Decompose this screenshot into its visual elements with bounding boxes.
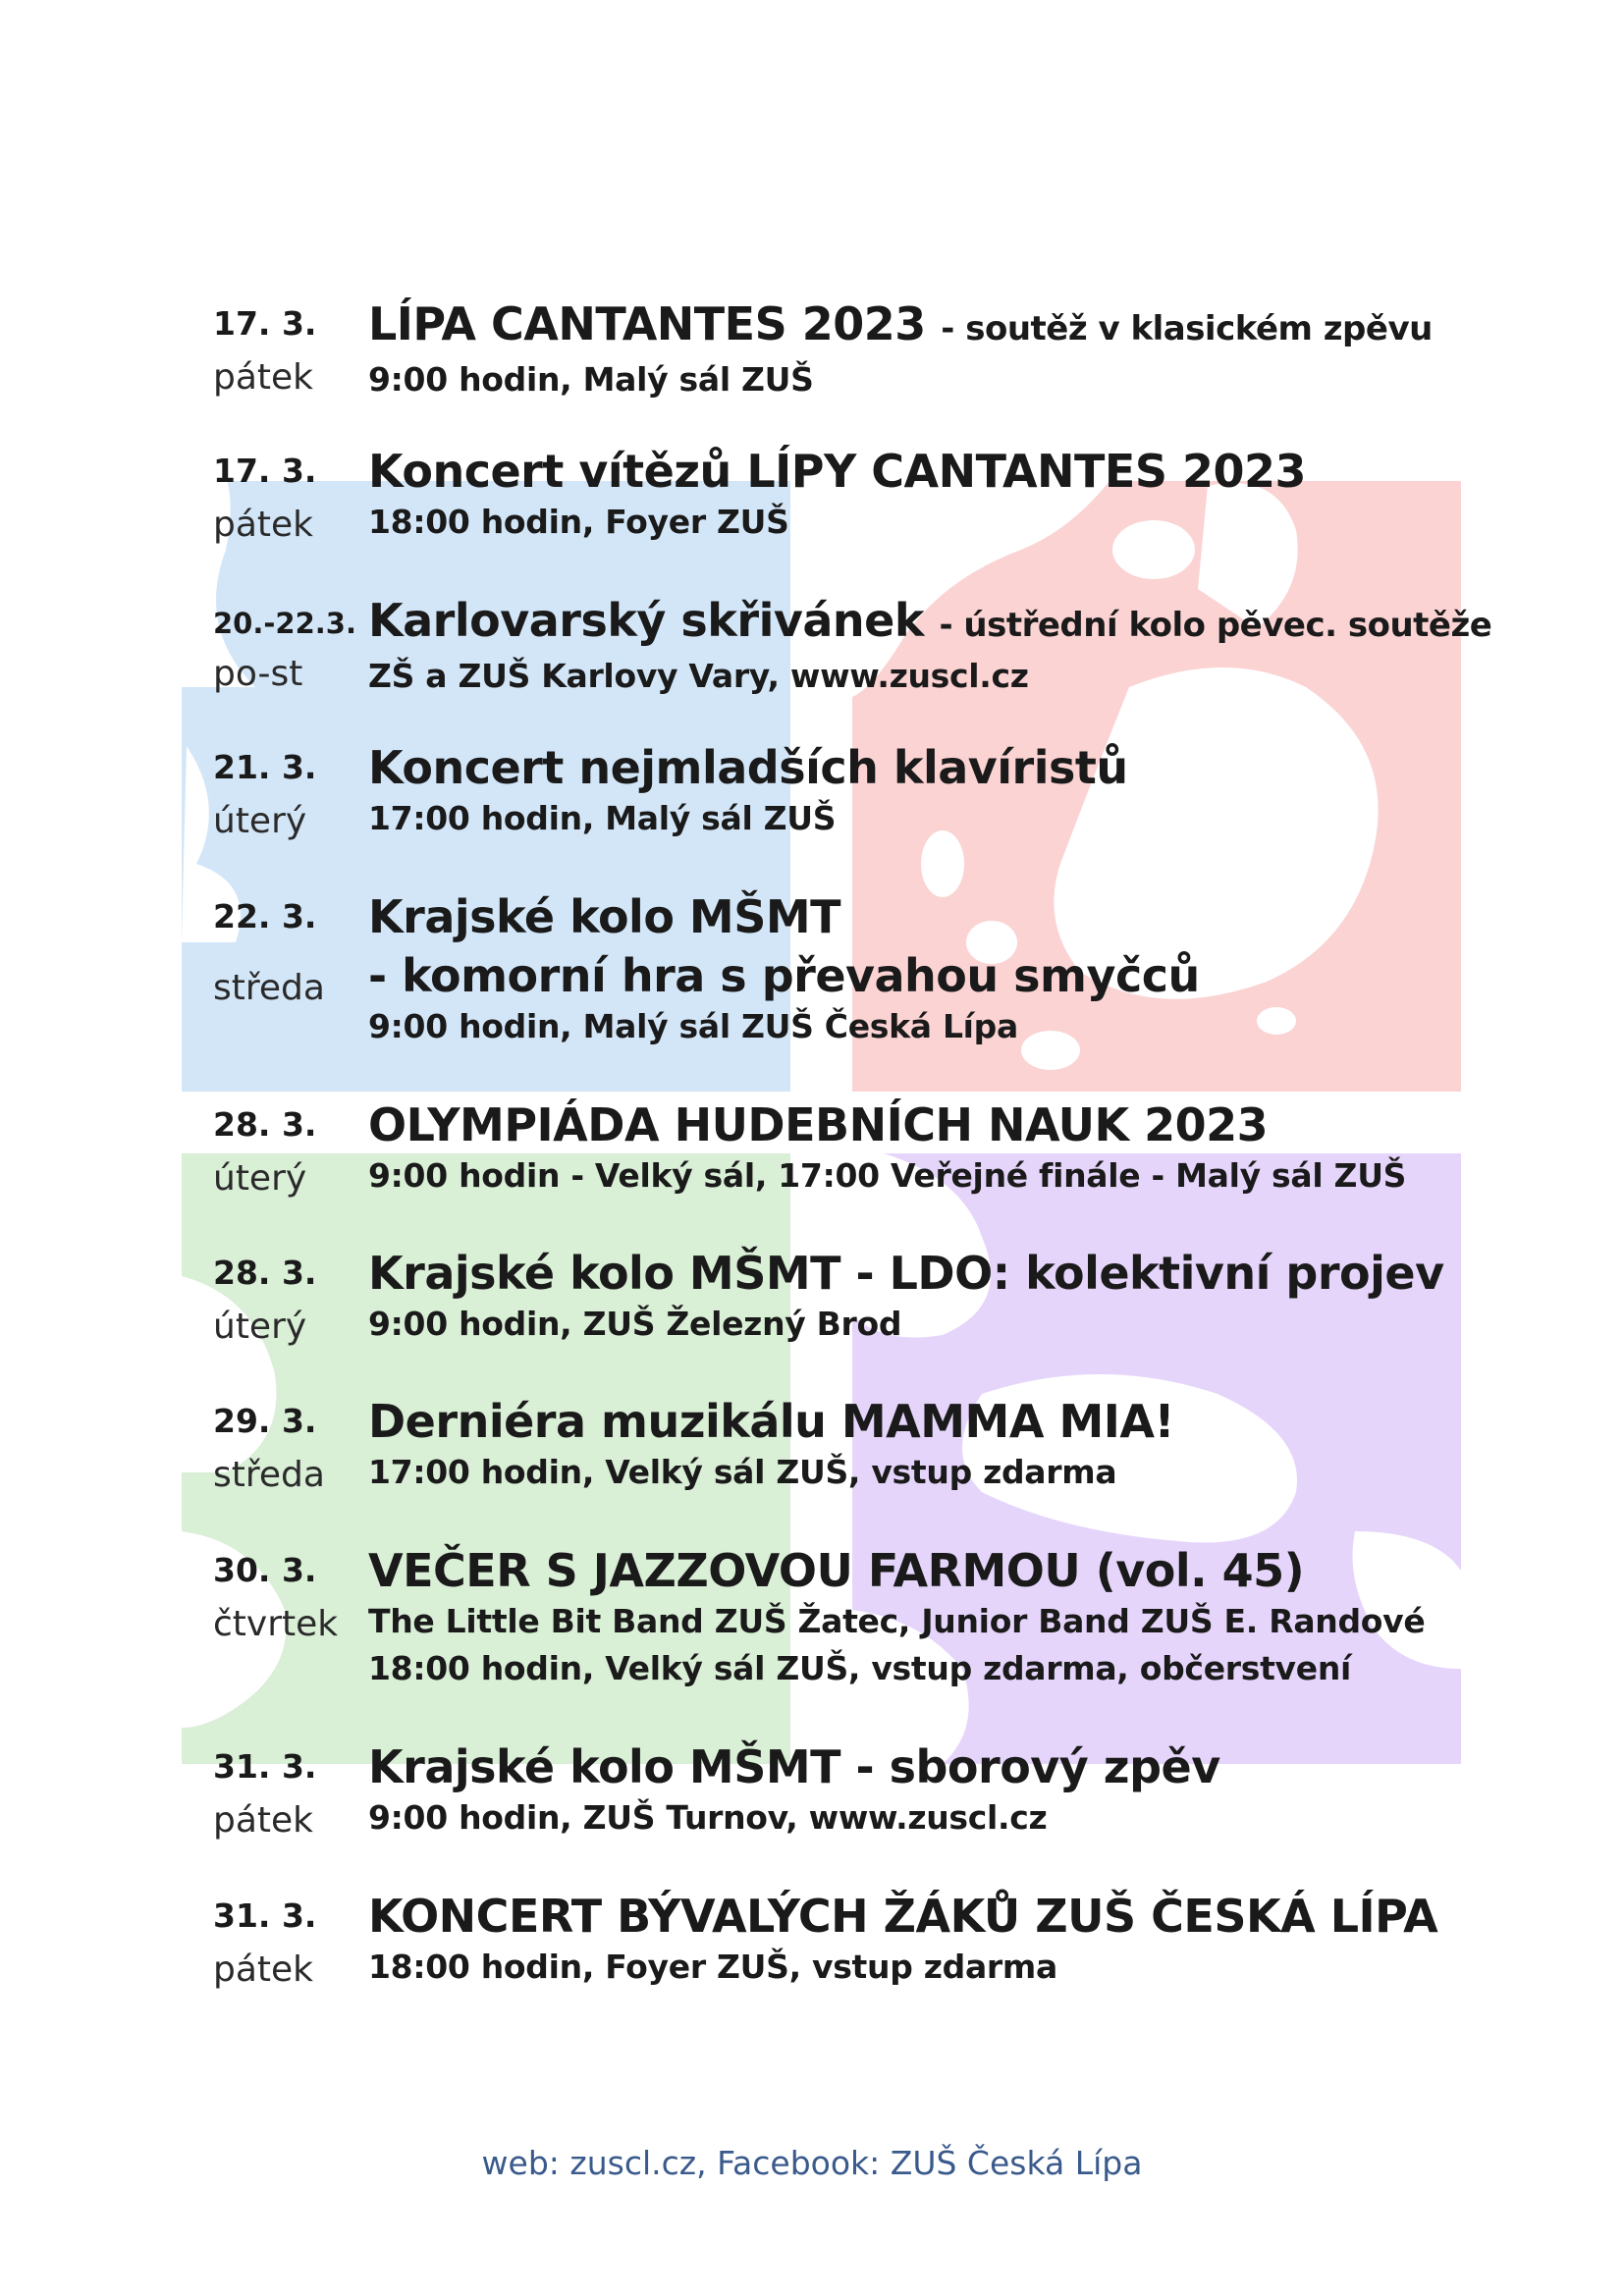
event-detail: 18:00 hodin, Velký sál ZUŠ, vstup zdarma, občerstvení (368, 1649, 1352, 1687)
event-date: 30. 3. (213, 1551, 317, 1589)
event-detail: 9:00 hodin, ZUŠ Železný Brod (368, 1305, 902, 1343)
event-weekday: úterý (213, 1158, 307, 1199)
event-title: Koncert nejmladších klavíristů (368, 741, 1128, 794)
event-title-suffix: - ústřední kolo pěvec. soutěže (939, 606, 1492, 645)
event-date: 31. 3. (213, 1896, 317, 1935)
event-detail: 9:00 hodin, Malý sál ZUŠ (368, 360, 814, 399)
event-weekday: středa (213, 1455, 325, 1495)
event-weekday: úterý (213, 801, 307, 841)
event-weekday: pátek (213, 1800, 314, 1841)
footer-contact: web: zuscl.cz, Facebook: ZUŠ Česká Lípa (481, 2144, 1143, 2182)
event-weekday: pátek (213, 505, 314, 545)
event-title: KONCERT BÝVALÝCH ŽÁKŮ ZUŠ ČESKÁ LÍPA (368, 1890, 1438, 1943)
event-title: VEČER S JAZZOVOU FARMOU (vol. 45) (368, 1544, 1305, 1597)
event-date: 17. 3. (213, 452, 317, 490)
event-detail: 9:00 hodin, Malý sál ZUŠ Česká Lípa (368, 1007, 1018, 1045)
event-detail: 17:00 hodin, Velký sál ZUŠ, vstup zdarma (368, 1453, 1117, 1491)
event-title: Krajské kolo MŠMT (368, 890, 840, 943)
event-title: Krajské kolo MŠMT - sborový zpěv (368, 1740, 1220, 1793)
event-detail: 9:00 hodin - Velký sál, 17:00 Veřejné finále - Malý sál ZUŠ (368, 1156, 1407, 1195)
event-weekday: úterý (213, 1307, 307, 1347)
event-date: 21. 3. (213, 748, 317, 786)
event-detail: 18:00 hodin, Foyer ZUŠ (368, 503, 789, 541)
event-date: 29. 3. (213, 1402, 317, 1440)
event-title-suffix: - soutěž v klasickém zpěvu (941, 309, 1433, 348)
event-date: 20.-22.3. (213, 607, 356, 640)
event-weekday: čtvrtek (213, 1604, 339, 1644)
event-detail: 18:00 hodin, Foyer ZUŠ, vstup zdarma (368, 1948, 1057, 1986)
event-detail: 17:00 hodin, Malý sál ZUŠ (368, 799, 837, 837)
event-date: 28. 3. (213, 1105, 317, 1144)
event-title-line2: - komorní hra s převahou smyčců (368, 949, 1200, 1002)
event-detail: The Little Bit Band ZUŠ Žatec, Junior Band ZUŠ E. Randové (368, 1602, 1426, 1640)
event-title: Karlovarský skřivánek - ústřední kolo pěvec. soutěže (368, 594, 1492, 647)
event-title: LÍPA CANTANTES 2023 - soutěž v klasickém zpěvu (368, 297, 1433, 350)
event-date: 28. 3. (213, 1254, 317, 1292)
event-detail: 9:00 hodin, ZUŠ Turnov, www.zuscl.cz (368, 1798, 1048, 1837)
event-title: Krajské kolo MŠMT - LDO: kolektivní projev (368, 1247, 1444, 1300)
event-detail: ZŠ a ZUŠ Karlovy Vary, www.zuscl.cz (368, 657, 1029, 695)
event-weekday: po-st (213, 654, 303, 694)
event-date: 31. 3. (213, 1747, 317, 1786)
event-weekday: pátek (213, 357, 314, 398)
event-date: 22. 3. (213, 897, 317, 935)
event-weekday: pátek (213, 1949, 314, 1990)
event-title: OLYMPIÁDA HUDEBNÍCH NAUK 2023 (368, 1098, 1269, 1151)
event-weekday: středa (213, 968, 325, 1008)
event-title: Derniéra muzikálu MAMMA MIA! (368, 1395, 1174, 1448)
event-title: Koncert vítězů LÍPY CANTANTES 2023 (368, 445, 1307, 498)
event-date: 17. 3. (213, 304, 317, 343)
